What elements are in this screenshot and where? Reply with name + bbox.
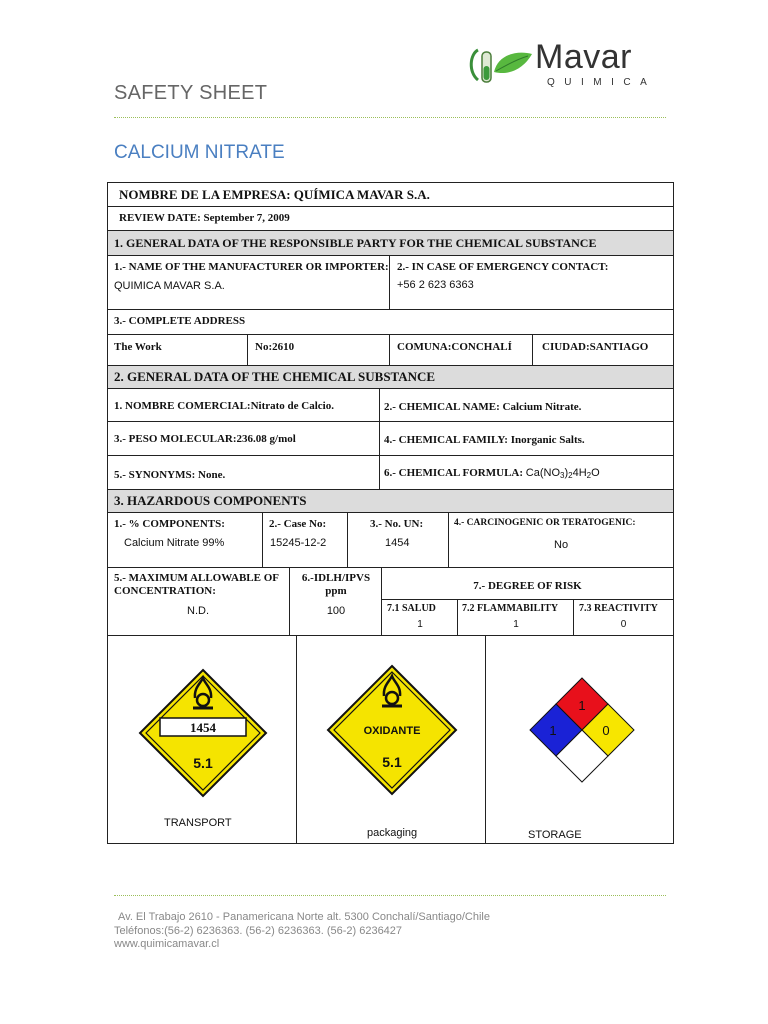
max-concentration-cell bbox=[108, 568, 290, 635]
risk-row bbox=[108, 568, 673, 636]
flammability-value: 1 bbox=[513, 619, 519, 630]
components-row bbox=[108, 513, 673, 568]
transport-cell bbox=[108, 636, 297, 843]
section3-heading: 3. HAZARDOUS COMPONENTS bbox=[114, 493, 307, 508]
salud-label: 7.1 SALUD bbox=[387, 603, 436, 614]
idlh-label-line: 6.-IDLH/IPVS bbox=[301, 572, 371, 584]
un-no-cell bbox=[348, 513, 449, 567]
formula-part: O bbox=[591, 467, 600, 479]
emergency-cell bbox=[390, 256, 673, 309]
reactivity-cell bbox=[574, 600, 673, 635]
commercial-name: 1. NOMBRE COMERCIAL:Nitrato de Calcio. bbox=[114, 400, 334, 412]
max-concentration-label-line: CONCENTRATION: bbox=[114, 585, 216, 597]
degree-of-risk-header bbox=[382, 568, 673, 600]
idlh-value: 100 bbox=[326, 605, 346, 617]
formula-part: 4H bbox=[572, 467, 587, 479]
case-no-cell bbox=[263, 513, 348, 567]
chemical-name-cell bbox=[380, 389, 673, 421]
nfpa-reactivity-value: 0 bbox=[602, 723, 610, 738]
reactivity-value: 0 bbox=[620, 619, 627, 630]
transport-un-number: 1454 bbox=[190, 720, 216, 735]
degree-of-risk-cell bbox=[382, 568, 673, 635]
chemical-family-cell bbox=[380, 422, 673, 455]
chemical-formula bbox=[384, 467, 600, 480]
document-subtitle: CALCIUM NITRATE bbox=[114, 142, 285, 163]
idlh-label bbox=[290, 572, 382, 598]
formula-part: Ca(NO bbox=[525, 467, 561, 479]
nfpa-flammability-value: 1 bbox=[578, 698, 586, 713]
reactivity-label: 7.3 REACTIVITY bbox=[579, 603, 658, 614]
chemical-family: 4.- CHEMICAL FAMILY: Inorganic Salts. bbox=[384, 434, 585, 446]
case-no-label: 2.- Case No: bbox=[269, 518, 327, 530]
packaging-oxidante-text: OXIDANTE bbox=[363, 725, 421, 737]
un-no-value: 1454 bbox=[385, 537, 410, 549]
storage-cell bbox=[486, 636, 673, 843]
un-no-label: 3.- No. UN: bbox=[370, 518, 424, 530]
company-name: NOMBRE DE LA EMPRESA: QUÍMICA MAVAR S.A. bbox=[119, 187, 430, 202]
address-row bbox=[108, 335, 673, 366]
review-date-row bbox=[108, 207, 673, 231]
manufacturer-value: QUIMICA MAVAR S.A. bbox=[114, 280, 225, 292]
chemical-name: 2.- CHEMICAL NAME: Calcium Nitrate. bbox=[384, 401, 582, 413]
section2-heading-row bbox=[108, 366, 673, 389]
max-concentration-label-line: 5.- MAXIMUM ALLOWABLE OF bbox=[114, 572, 279, 584]
footer-website[interactable]: www.quimicamavar.cl bbox=[114, 938, 220, 950]
components-value: Calcium Nitrate 99% bbox=[124, 537, 225, 549]
manufacturer-label: 1.- NAME OF THE MANUFACTURER OR IMPORTER: bbox=[114, 261, 389, 273]
flammability-cell bbox=[458, 600, 574, 635]
synonyms: 5.- SYNONYMS: None. bbox=[114, 469, 226, 481]
address-number: No:2610 bbox=[255, 341, 295, 353]
max-concentration-label bbox=[114, 572, 279, 598]
address-label: 3.- COMPLETE ADDRESS bbox=[114, 315, 246, 327]
transport-class: 5.1 bbox=[193, 755, 213, 771]
degree-of-risk-label: 7.- DEGREE OF RISK bbox=[473, 580, 582, 592]
emergency-phone: +56 2 623 6363 bbox=[397, 279, 474, 291]
salud-value: 1 bbox=[417, 619, 423, 630]
molecular-weight: 3.- PESO MOLECULAR:236.08 g/mol bbox=[114, 433, 296, 445]
chem-row-1 bbox=[108, 389, 673, 422]
footer-address: Av. El Trabajo 2610 - Panamericana Norte alt. 5300 Conchalí/Santiago/Chile bbox=[118, 911, 490, 923]
case-no-value: 15245-12-2 bbox=[270, 537, 327, 549]
review-date: REVIEW DATE: September 7, 2009 bbox=[119, 212, 290, 224]
address-label-row bbox=[108, 310, 673, 335]
safety-sheet-table bbox=[107, 182, 674, 844]
section3-heading-row bbox=[108, 490, 673, 513]
formula-subscript: 2 bbox=[568, 471, 573, 480]
address-street: The Work bbox=[114, 341, 162, 353]
chemical-formula-cell bbox=[380, 456, 673, 489]
footer-divider bbox=[114, 895, 666, 896]
manufacturer-cell bbox=[108, 256, 390, 309]
footer-contact bbox=[114, 911, 490, 952]
symbols-row bbox=[108, 636, 673, 843]
packaging-cell bbox=[297, 636, 486, 843]
components-label: 1.- % COMPONENTS: bbox=[114, 518, 225, 530]
address-comuna-cell bbox=[390, 335, 533, 365]
salud-cell bbox=[382, 600, 458, 635]
carcinogenic-cell bbox=[449, 513, 673, 567]
chem-row-2 bbox=[108, 422, 673, 456]
section1-heading-row bbox=[108, 231, 673, 256]
max-concentration-value: N.D. bbox=[187, 605, 209, 617]
oxidizer-transport-placard-icon bbox=[138, 668, 268, 798]
nfpa-health-value: 1 bbox=[549, 723, 557, 738]
carcinogenic-value: No bbox=[554, 539, 569, 551]
idlh-label-line: ppm bbox=[325, 585, 347, 597]
storage-caption: STORAGE bbox=[528, 829, 582, 841]
emergency-label: 2.- IN CASE OF EMERGENCY CONTACT: bbox=[397, 261, 609, 273]
formula-part: ) bbox=[564, 467, 569, 479]
logo-subtitle: QUIMICA bbox=[547, 77, 657, 88]
packaging-class: 5.1 bbox=[382, 754, 402, 770]
address-street-cell bbox=[108, 335, 248, 365]
manufacturer-row bbox=[108, 256, 673, 310]
carcinogenic-label: 4.- CARCINOGENIC OR TERATOGENIC: bbox=[454, 518, 636, 528]
address-ciudad: CIUDAD:SANTIAGO bbox=[542, 341, 649, 353]
footer-phones: Teléfonos:(56-2) 6236363. (56-2) 6236363. (56-2) 6236427 bbox=[114, 924, 403, 937]
header-divider bbox=[114, 117, 666, 118]
nfpa-diamond-icon bbox=[529, 677, 635, 783]
formula-subscript: 3 bbox=[560, 471, 565, 480]
flammability-label: 7.2 FLAMMABILITY bbox=[462, 603, 559, 614]
oxidizer-packaging-placard-icon bbox=[326, 664, 458, 796]
transport-caption: TRANSPORT bbox=[164, 817, 232, 829]
logo-wordmark: Mavar bbox=[535, 38, 632, 76]
formula-value bbox=[526, 467, 600, 479]
flask-leaf-icon bbox=[466, 42, 536, 86]
molecular-weight-cell bbox=[108, 422, 380, 455]
formula-subscript: 2 bbox=[586, 471, 592, 480]
components-cell bbox=[108, 513, 263, 567]
packaging-caption: packaging bbox=[367, 827, 418, 839]
address-number-cell bbox=[248, 335, 390, 365]
commercial-name-cell bbox=[108, 389, 380, 421]
chem-row-3 bbox=[108, 456, 673, 490]
document-title: SAFETY SHEET bbox=[114, 82, 268, 104]
address-comuna: COMUNA:CONCHALÍ bbox=[397, 341, 512, 353]
address-ciudad-cell bbox=[533, 335, 673, 365]
company-row bbox=[108, 183, 673, 207]
section1-heading: 1. GENERAL DATA OF THE RESPONSIBLE PARTY FOR THE CHEMICAL SUBSTANCE bbox=[114, 236, 597, 250]
formula-label: 6.- CHEMICAL FORMULA: bbox=[384, 467, 526, 479]
idlh-cell bbox=[290, 568, 382, 635]
synonyms-cell bbox=[108, 456, 380, 489]
company-logo bbox=[466, 40, 666, 90]
section2-heading: 2. GENERAL DATA OF THE CHEMICAL SUBSTANCE bbox=[114, 369, 436, 384]
